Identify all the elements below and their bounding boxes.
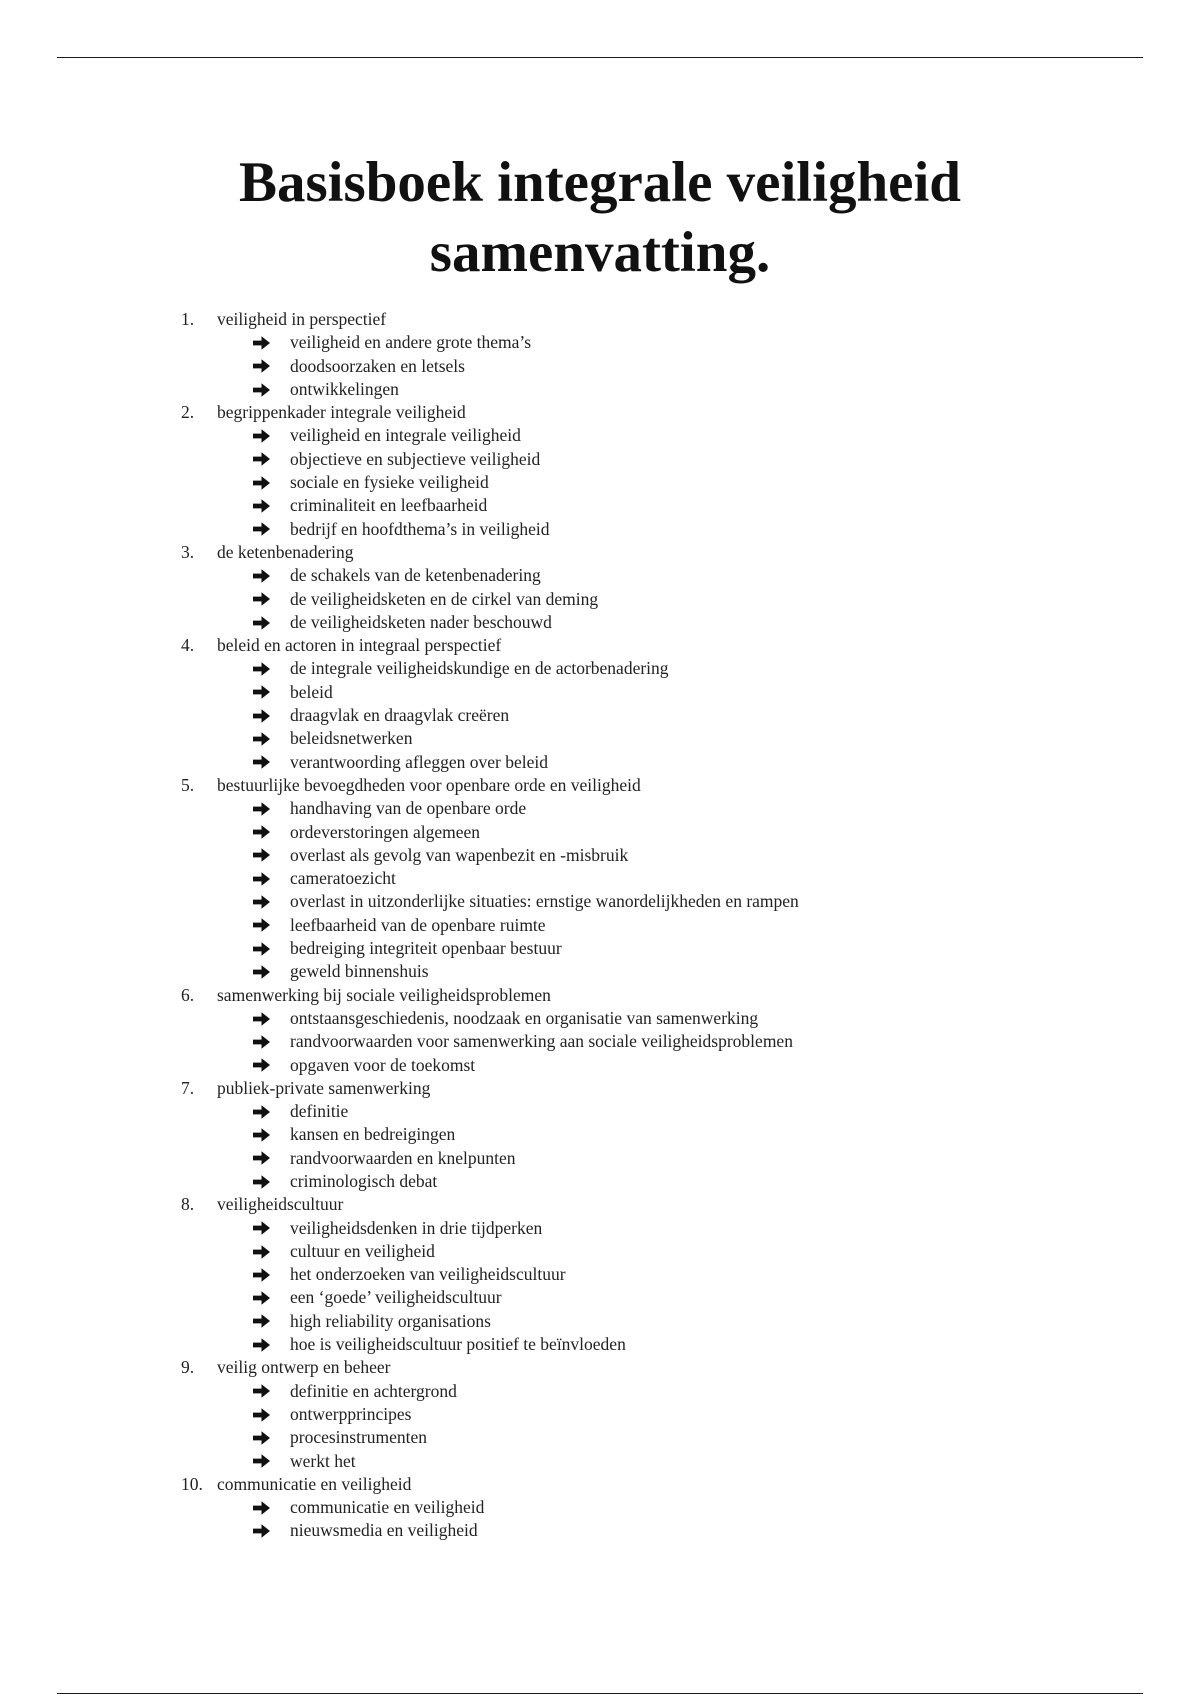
chapter-number: 2. <box>181 402 195 423</box>
sub-item-label: ontstaansgeschiedenis, noodzaak en organisatie van samenwerking <box>290 1007 759 1028</box>
chapter-item <box>0 774 1200 797</box>
chapter-title: begrippenkader integrale veiligheid <box>217 402 466 423</box>
sub-item <box>0 1450 1200 1473</box>
sub-item-label: nieuwsmedia en veiligheid <box>290 1520 478 1541</box>
right-arrow-icon <box>252 1310 272 1333</box>
right-arrow-icon <box>252 611 272 634</box>
sub-item <box>0 890 1200 913</box>
sub-item-label: randvoorwaarden voor samenwerking aan sociale veiligheidsproblemen <box>290 1031 793 1052</box>
sub-item <box>0 1170 1200 1193</box>
right-arrow-icon <box>252 821 272 844</box>
sub-item-label: sociale en fysieke veiligheid <box>290 472 489 493</box>
chapter-number: 1. <box>181 309 195 329</box>
sub-item <box>0 1426 1200 1449</box>
sub-item-label: randvoorwaarden en knelpunten <box>290 1147 516 1168</box>
chapter-item <box>0 634 1200 657</box>
chapter-item <box>0 401 1200 424</box>
right-arrow-icon <box>252 1100 272 1123</box>
document-title-line-2: samenvatting. <box>429 221 771 284</box>
sub-item <box>0 611 1200 634</box>
right-arrow-icon <box>252 1240 272 1263</box>
sub-item-label: communicatie en veiligheid <box>290 1497 485 1518</box>
sub-item <box>0 471 1200 494</box>
sub-item <box>0 1380 1200 1403</box>
sub-item-label: beleidsnetwerken <box>290 728 413 749</box>
sub-item <box>0 588 1200 611</box>
sub-item-label: een ‘goede’ veiligheidscultuur <box>290 1287 502 1308</box>
sub-item <box>0 355 1200 378</box>
sub-item <box>0 821 1200 844</box>
right-arrow-icon <box>252 1030 272 1053</box>
sub-item <box>0 1007 1200 1030</box>
sub-item <box>0 518 1200 541</box>
right-arrow-icon <box>252 727 272 750</box>
right-arrow-icon <box>252 331 272 354</box>
sub-item-label: criminologisch debat <box>290 1170 438 1191</box>
sub-item <box>0 1100 1200 1123</box>
document-title <box>0 148 1200 288</box>
sub-item-label: cameratoezicht <box>290 868 396 889</box>
sub-item <box>0 1403 1200 1426</box>
sub-item-label: criminaliteit en leefbaarheid <box>290 495 488 516</box>
sub-item-label: verantwoording afleggen over beleid <box>290 751 549 772</box>
right-arrow-icon <box>252 1123 272 1146</box>
right-arrow-icon <box>252 797 272 820</box>
sub-item-label: ontwerpprincipes <box>290 1403 412 1424</box>
chapter-number: 3. <box>181 541 195 562</box>
right-arrow-icon <box>252 1170 272 1193</box>
bottom-horizontal-rule <box>57 1693 1143 1694</box>
sub-item <box>0 1286 1200 1309</box>
right-arrow-icon <box>252 937 272 960</box>
sub-item-label: de integrale veiligheidskundige en de actorbenadering <box>290 658 669 679</box>
right-arrow-icon <box>252 448 272 471</box>
sub-item <box>0 1310 1200 1333</box>
sub-item <box>0 704 1200 727</box>
chapter-number: 4. <box>181 635 195 656</box>
chapter-item <box>0 1193 1200 1216</box>
chapter-item <box>0 308 1200 331</box>
chapter-number: 10. <box>181 1473 203 1494</box>
sub-item-label: veiligheid en integrale veiligheid <box>290 425 521 446</box>
chapter-item <box>0 1356 1200 1379</box>
sub-item <box>0 494 1200 517</box>
top-horizontal-rule <box>57 57 1143 58</box>
right-arrow-icon <box>252 1519 272 1542</box>
right-arrow-icon <box>252 1450 272 1473</box>
sub-item-label: ordeverstoringen algemeen <box>290 821 480 842</box>
chapter-title: de ketenbenadering <box>217 541 354 562</box>
right-arrow-icon <box>252 890 272 913</box>
sub-item-label: doodsoorzaken en letsels <box>290 355 465 376</box>
right-arrow-icon <box>252 751 272 774</box>
right-arrow-icon <box>252 657 272 680</box>
chapter-title: veilig ontwerp en beheer <box>217 1357 391 1378</box>
sub-item-label: veiligheidsdenken in drie tijdperken <box>290 1217 543 1238</box>
sub-item <box>0 751 1200 774</box>
chapter-number: 8. <box>181 1194 195 1215</box>
right-arrow-icon <box>252 471 272 494</box>
right-arrow-icon <box>252 1007 272 1030</box>
table-of-contents <box>0 308 1200 1543</box>
sub-item <box>0 914 1200 937</box>
sub-item <box>0 844 1200 867</box>
right-arrow-icon <box>252 355 272 378</box>
sub-item <box>0 867 1200 890</box>
chapter-title: communicatie en veiligheid <box>217 1473 412 1494</box>
sub-item-label: opgaven voor de toekomst <box>290 1054 476 1075</box>
sub-item-label: cultuur en veiligheid <box>290 1240 435 1261</box>
right-arrow-icon <box>252 867 272 890</box>
right-arrow-icon <box>252 1286 272 1309</box>
right-arrow-icon <box>252 1380 272 1403</box>
sub-item <box>0 657 1200 680</box>
sub-item <box>0 1263 1200 1286</box>
right-arrow-icon <box>252 1333 272 1356</box>
right-arrow-icon <box>252 1403 272 1426</box>
right-arrow-icon <box>252 1496 272 1519</box>
sub-item <box>0 331 1200 354</box>
right-arrow-icon <box>252 844 272 867</box>
sub-item-label: kansen en bedreigingen <box>290 1124 456 1145</box>
sub-item-label: overlast in uitzonderlijke situaties: ernstige wanordelijkheden en rampen <box>290 891 799 912</box>
sub-item <box>0 1496 1200 1519</box>
chapter-item <box>0 1077 1200 1100</box>
sub-item-label: de veiligheidsketen en de cirkel van deming <box>290 588 599 609</box>
sub-item <box>0 960 1200 983</box>
sub-item-label: werkt het <box>290 1450 356 1471</box>
sub-item-label: bedrijf en hoofdthema’s in veiligheid <box>290 518 550 539</box>
chapter-number: 5. <box>181 774 195 795</box>
chapter-item <box>0 541 1200 564</box>
sub-item <box>0 937 1200 960</box>
sub-item-label: objectieve en subjectieve veiligheid <box>290 448 541 469</box>
right-arrow-icon <box>252 588 272 611</box>
sub-item-label: leefbaarheid van de openbare ruimte <box>290 914 546 935</box>
right-arrow-icon <box>252 914 272 937</box>
sub-item <box>0 1147 1200 1170</box>
sub-item <box>0 681 1200 704</box>
right-arrow-icon <box>252 1217 272 1240</box>
chapter-title: veiligheidscultuur <box>217 1194 344 1215</box>
sub-item <box>0 1217 1200 1240</box>
right-arrow-icon <box>252 518 272 541</box>
sub-item-label: overlast als gevolg van wapenbezit en -misbruik <box>290 844 629 865</box>
sub-item-label: beleid <box>290 681 333 702</box>
document-title-line-1: Basisboek integrale veiligheid <box>238 151 962 214</box>
sub-item-label: definitie en achtergrond <box>290 1380 457 1401</box>
sub-item <box>0 378 1200 401</box>
chapter-number: 7. <box>181 1077 195 1098</box>
sub-item <box>0 797 1200 820</box>
right-arrow-icon <box>252 1263 272 1286</box>
right-arrow-icon <box>252 424 272 447</box>
sub-item-label: veiligheid en andere grote thema’s <box>290 332 532 353</box>
right-arrow-icon <box>252 1426 272 1449</box>
sub-item-label: de schakels van de ketenbenadering <box>290 565 541 586</box>
sub-item <box>0 1054 1200 1077</box>
right-arrow-icon <box>252 1147 272 1170</box>
sub-item-label: procesinstrumenten <box>290 1427 428 1448</box>
chapter-title: bestuurlijke bevoegdheden voor openbare orde en veiligheid <box>217 774 641 795</box>
right-arrow-icon <box>252 564 272 587</box>
right-arrow-icon <box>252 494 272 517</box>
sub-item <box>0 1240 1200 1263</box>
chapter-title: beleid en actoren in integraal perspectief <box>217 635 502 656</box>
right-arrow-icon <box>252 960 272 983</box>
sub-item-label: bedreiging integriteit openbaar bestuur <box>290 938 562 959</box>
chapter-title: samenwerking bij sociale veiligheidsproblemen <box>217 984 551 1005</box>
sub-item-label: het onderzoeken van veiligheidscultuur <box>290 1264 566 1285</box>
chapter-title: publiek-private samenwerking <box>217 1077 431 1098</box>
sub-item-label: hoe is veiligheidscultuur positief te beïnvloeden <box>290 1334 626 1355</box>
chapter-number: 9. <box>181 1357 195 1378</box>
sub-item <box>0 1123 1200 1146</box>
sub-item-label: high reliability organisations <box>290 1310 491 1331</box>
sub-item-label: draagvlak en draagvlak creëren <box>290 705 510 726</box>
chapter-title: veiligheid in perspectief <box>217 309 387 329</box>
sub-item <box>0 564 1200 587</box>
right-arrow-icon <box>252 378 272 401</box>
right-arrow-icon <box>252 681 272 704</box>
chapter-item <box>0 984 1200 1007</box>
sub-item <box>0 448 1200 471</box>
sub-item <box>0 1519 1200 1542</box>
sub-item-label: definitie <box>290 1101 349 1122</box>
sub-item-label: ontwikkelingen <box>290 378 399 399</box>
sub-item <box>0 727 1200 750</box>
right-arrow-icon <box>252 1054 272 1077</box>
sub-item-label: de veiligheidsketen nader beschouwd <box>290 611 552 632</box>
right-arrow-icon <box>252 704 272 727</box>
sub-item-label: geweld binnenshuis <box>290 961 429 982</box>
sub-item <box>0 1333 1200 1356</box>
sub-item <box>0 1030 1200 1053</box>
sub-item <box>0 424 1200 447</box>
chapter-item <box>0 1473 1200 1496</box>
chapter-number: 6. <box>181 984 195 1005</box>
sub-item-label: handhaving van de openbare orde <box>290 798 527 819</box>
